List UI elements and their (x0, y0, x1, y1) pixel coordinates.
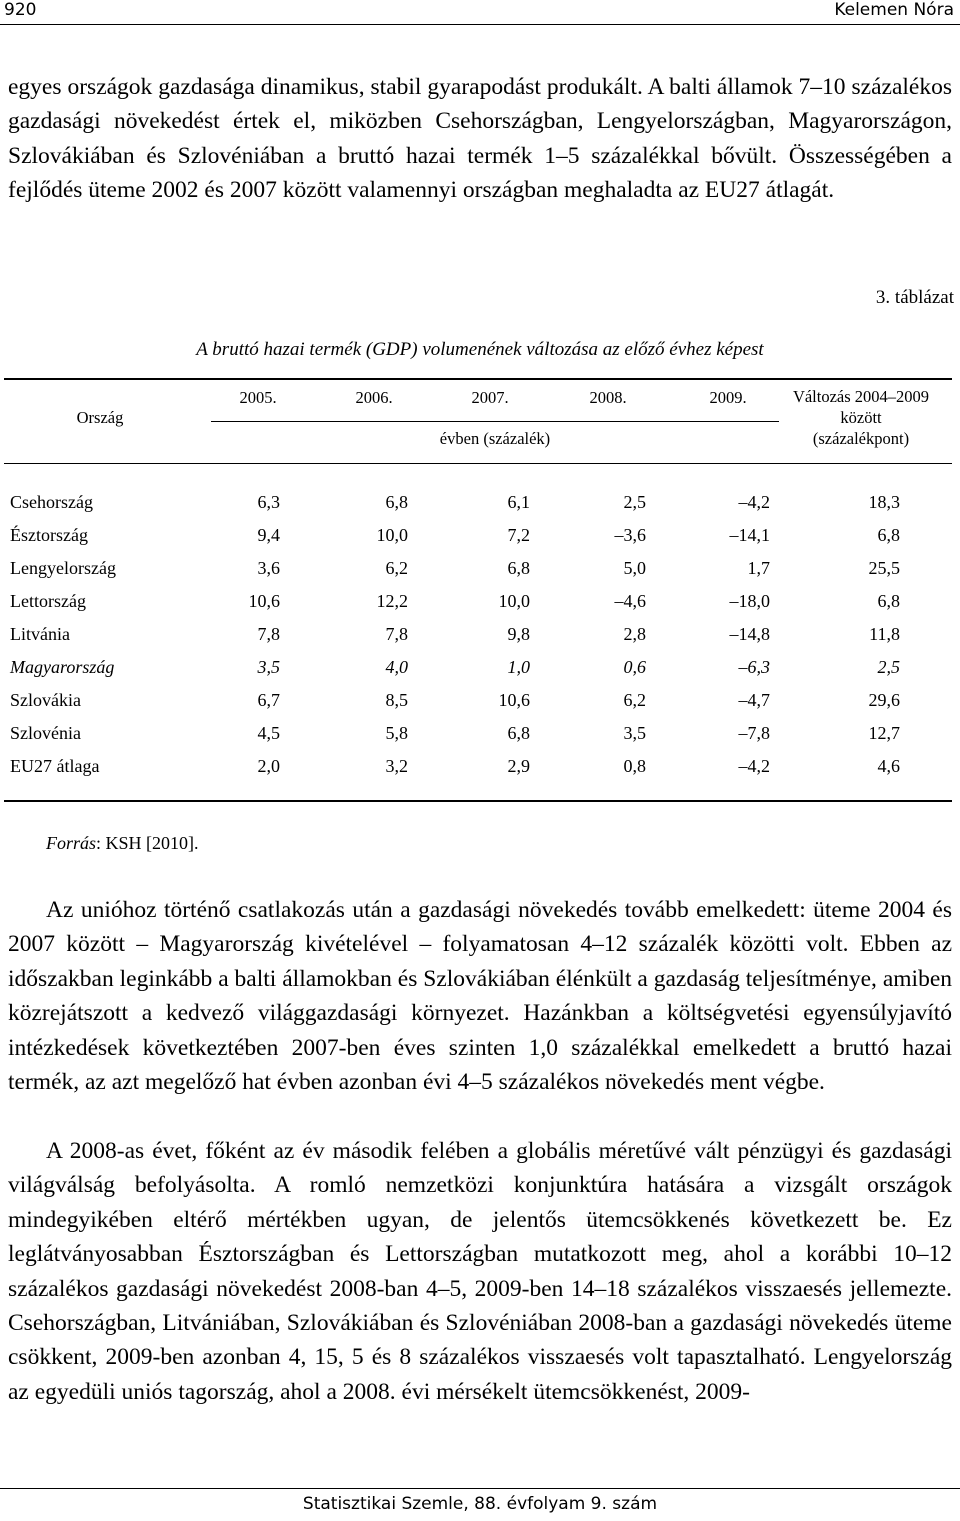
cell-value: 11,8 (869, 624, 900, 644)
cell-value: 29,6 (868, 690, 900, 710)
cell-country: Magyarország (10, 657, 115, 677)
cell-value: 1,0 (507, 657, 530, 677)
cell-value: 6,7 (257, 690, 280, 710)
cell-value: 10,6 (248, 591, 280, 611)
cell-value: 4,5 (257, 723, 280, 743)
cell-value: 9,8 (507, 624, 530, 644)
cell-country: Csehország (10, 492, 93, 512)
cell-value: 3,2 (385, 756, 408, 776)
table-row (0, 486, 960, 519)
running-author: Kelemen Nóra (834, 0, 954, 20)
table-row (0, 684, 960, 717)
cell-value: 5,0 (623, 558, 646, 578)
cell-value: 6,8 (385, 492, 408, 512)
header-sub-rule (211, 421, 779, 422)
cell-value: 3,5 (257, 657, 280, 677)
cell-value: 12,2 (376, 591, 408, 611)
header-country: Ország (76, 408, 124, 427)
cell-value: 6,3 (257, 492, 280, 512)
cell-value: 2,9 (507, 756, 530, 776)
cell-value: 4,6 (877, 756, 900, 776)
header-year-2006: 2006. (355, 388, 393, 407)
cell-value: 10,0 (498, 591, 530, 611)
table-source (46, 833, 199, 854)
table-title: A bruttó hazai termék (GDP) volumenének változása az előző évhez képest (196, 339, 764, 360)
table-bottom-rule (4, 800, 952, 802)
cell-value: 7,8 (257, 624, 280, 644)
cell-value: 6,8 (507, 723, 530, 743)
cell-value: 3,5 (623, 723, 646, 743)
cell-value: 9,4 (257, 525, 280, 545)
cell-value: –3,6 (614, 525, 646, 545)
cell-value: 2,0 (257, 756, 280, 776)
header-unit: évben (százalék) (439, 429, 551, 448)
cell-country: Szlovákia (10, 690, 81, 710)
header-year-2009: 2009. (709, 388, 747, 407)
cell-value: 7,2 (507, 525, 530, 545)
cell-country: Észtország (10, 525, 88, 545)
cell-value: 7,8 (385, 624, 408, 644)
cell-value: 18,3 (868, 492, 900, 512)
cell-value: 25,5 (868, 558, 900, 578)
cell-value: 8,5 (385, 690, 408, 710)
paragraph-3: A 2008-as évet, főként az év második felében a globális méretűvé vált pénzügyi és gazdasági világválság befolyásolta. A romló nemzetközi konjunktúra hatására a vizsgált országok mindegyikében eltérő mértékben ugyan, de jelentős ütemcsökkenés következett be. Ez leglátványosabban Észtországban és Lettországban mutatkozott meg, ahol a korábbi 10–12 százalékos gazdasági növekedést 2008-ban 4–5, 2009-ben 14–18 százalékos visszaesés jellemezte. Csehországban, Litvániában, Szlovákiában és Szlovéniában 2008-ban a gazdasági növekedés üteme csökkent, 2009-ben azonban 4, 15, 5 és 8 százalékos visszaesés volt tapasztalható. Lengyelország az egyedüli uniós tagország, ahol a 2008. évi mérsékelt ütemcsökkenést, 2009- (8, 1138, 952, 1405)
header-year-2008: 2008. (589, 388, 627, 407)
cell-value: –4,2 (738, 756, 770, 776)
table-row-highlight (0, 651, 960, 684)
table-row (0, 618, 960, 651)
cell-value: –6,3 (738, 657, 770, 677)
cell-value: 3,6 (257, 558, 280, 578)
page-number: 920 (4, 0, 37, 20)
cell-value: 2,8 (623, 624, 646, 644)
cell-value: 6,8 (877, 591, 900, 611)
cell-country: Lettország (10, 591, 86, 611)
cell-country: Litvánia (10, 624, 70, 644)
header-rule (0, 24, 960, 25)
table-top-rule (4, 378, 952, 380)
journal-footer: Statisztikai Szemle, 88. évfolyam 9. szám (302, 1494, 658, 1514)
header-change (786, 386, 936, 449)
paragraph-2: Az unióhoz történő csatlakozás után a gazdasági növekedés tovább emelkedett: üteme 2004 és 2007 között – Magyarország kivételével – folyamatosan 4–12 százalék közötti volt. Ebben az időszakban leginkább a balti államokban és Szlovákiában élénkült a gazdaság teljesítménye, amiben közrejátszott a kedvező világgazdasági környezet. Hazánkban a költségvetési egyensúlyjavító intézkedések következtében 2007-ben éves szinten 1,0 százalékkal emelkedett a bruttó hazai termék, az azt megelőző hat évben azonban évi 4–5 százalékos növekedés ment végbe. (8, 897, 952, 1096)
table-row (0, 717, 960, 750)
header-year-2005: 2005. (239, 388, 277, 407)
cell-value: –4,6 (614, 591, 646, 611)
cell-value: 2,5 (623, 492, 646, 512)
cell-value: 1,7 (747, 558, 770, 578)
cell-value: 10,6 (498, 690, 530, 710)
cell-country: Lengyelország (10, 558, 116, 578)
table-body (0, 486, 960, 783)
cell-value: 5,8 (385, 723, 408, 743)
table-row (0, 519, 960, 552)
source-text: : KSH [2010]. (96, 833, 199, 853)
cell-value: 10,0 (376, 525, 408, 545)
header-change-line-3: (százalékpont) (812, 429, 910, 448)
cell-value: 6,8 (877, 525, 900, 545)
cell-country: Szlovénia (10, 723, 81, 743)
cell-value: 6,2 (385, 558, 408, 578)
cell-value: –7,8 (738, 723, 770, 743)
cell-value: 4,0 (385, 657, 408, 677)
cell-value: 6,1 (507, 492, 530, 512)
cell-value: 12,7 (868, 723, 900, 743)
cell-value: –4,7 (738, 690, 770, 710)
cell-value: –14,1 (729, 525, 770, 545)
cell-value: –14,8 (729, 624, 770, 644)
table-row (0, 750, 960, 783)
cell-value: –18,0 (729, 591, 770, 611)
header-change-line-1: Változás 2004–2009 (792, 387, 930, 406)
table-row (0, 585, 960, 618)
cell-value: 6,8 (507, 558, 530, 578)
header-year-2007: 2007. (471, 388, 509, 407)
table-header-rule (4, 463, 952, 464)
cell-value: 2,5 (877, 657, 900, 677)
footer-rule (0, 1488, 960, 1489)
cell-value: 6,2 (623, 690, 646, 710)
cell-value: 0,8 (623, 756, 646, 776)
running-head (0, 0, 960, 22)
paragraph-top: egyes országok gazdasága dinamikus, stabil gyarapodást produkált. A balti államok 7–10 százalékos gazdasági növekedést értek el, miközben Csehországban, Lengyelországban, Magyarországon, Szlovákiában és Szlovéniában a bruttó hazai termék 1–5 százalékkal bővült. Összességében a fejlődés üteme 2002 és 2007 között valamennyi országban meghaladta az EU27 átlagát. (8, 74, 952, 204)
cell-country: EU27 átlaga (10, 756, 100, 776)
table-number: 3. táblázat (875, 287, 954, 308)
cell-value: –4,2 (738, 492, 770, 512)
header-change-line-2: között (840, 408, 882, 427)
table-row (0, 552, 960, 585)
source-label: Forrás (46, 833, 97, 853)
cell-value: 0,6 (623, 657, 646, 677)
